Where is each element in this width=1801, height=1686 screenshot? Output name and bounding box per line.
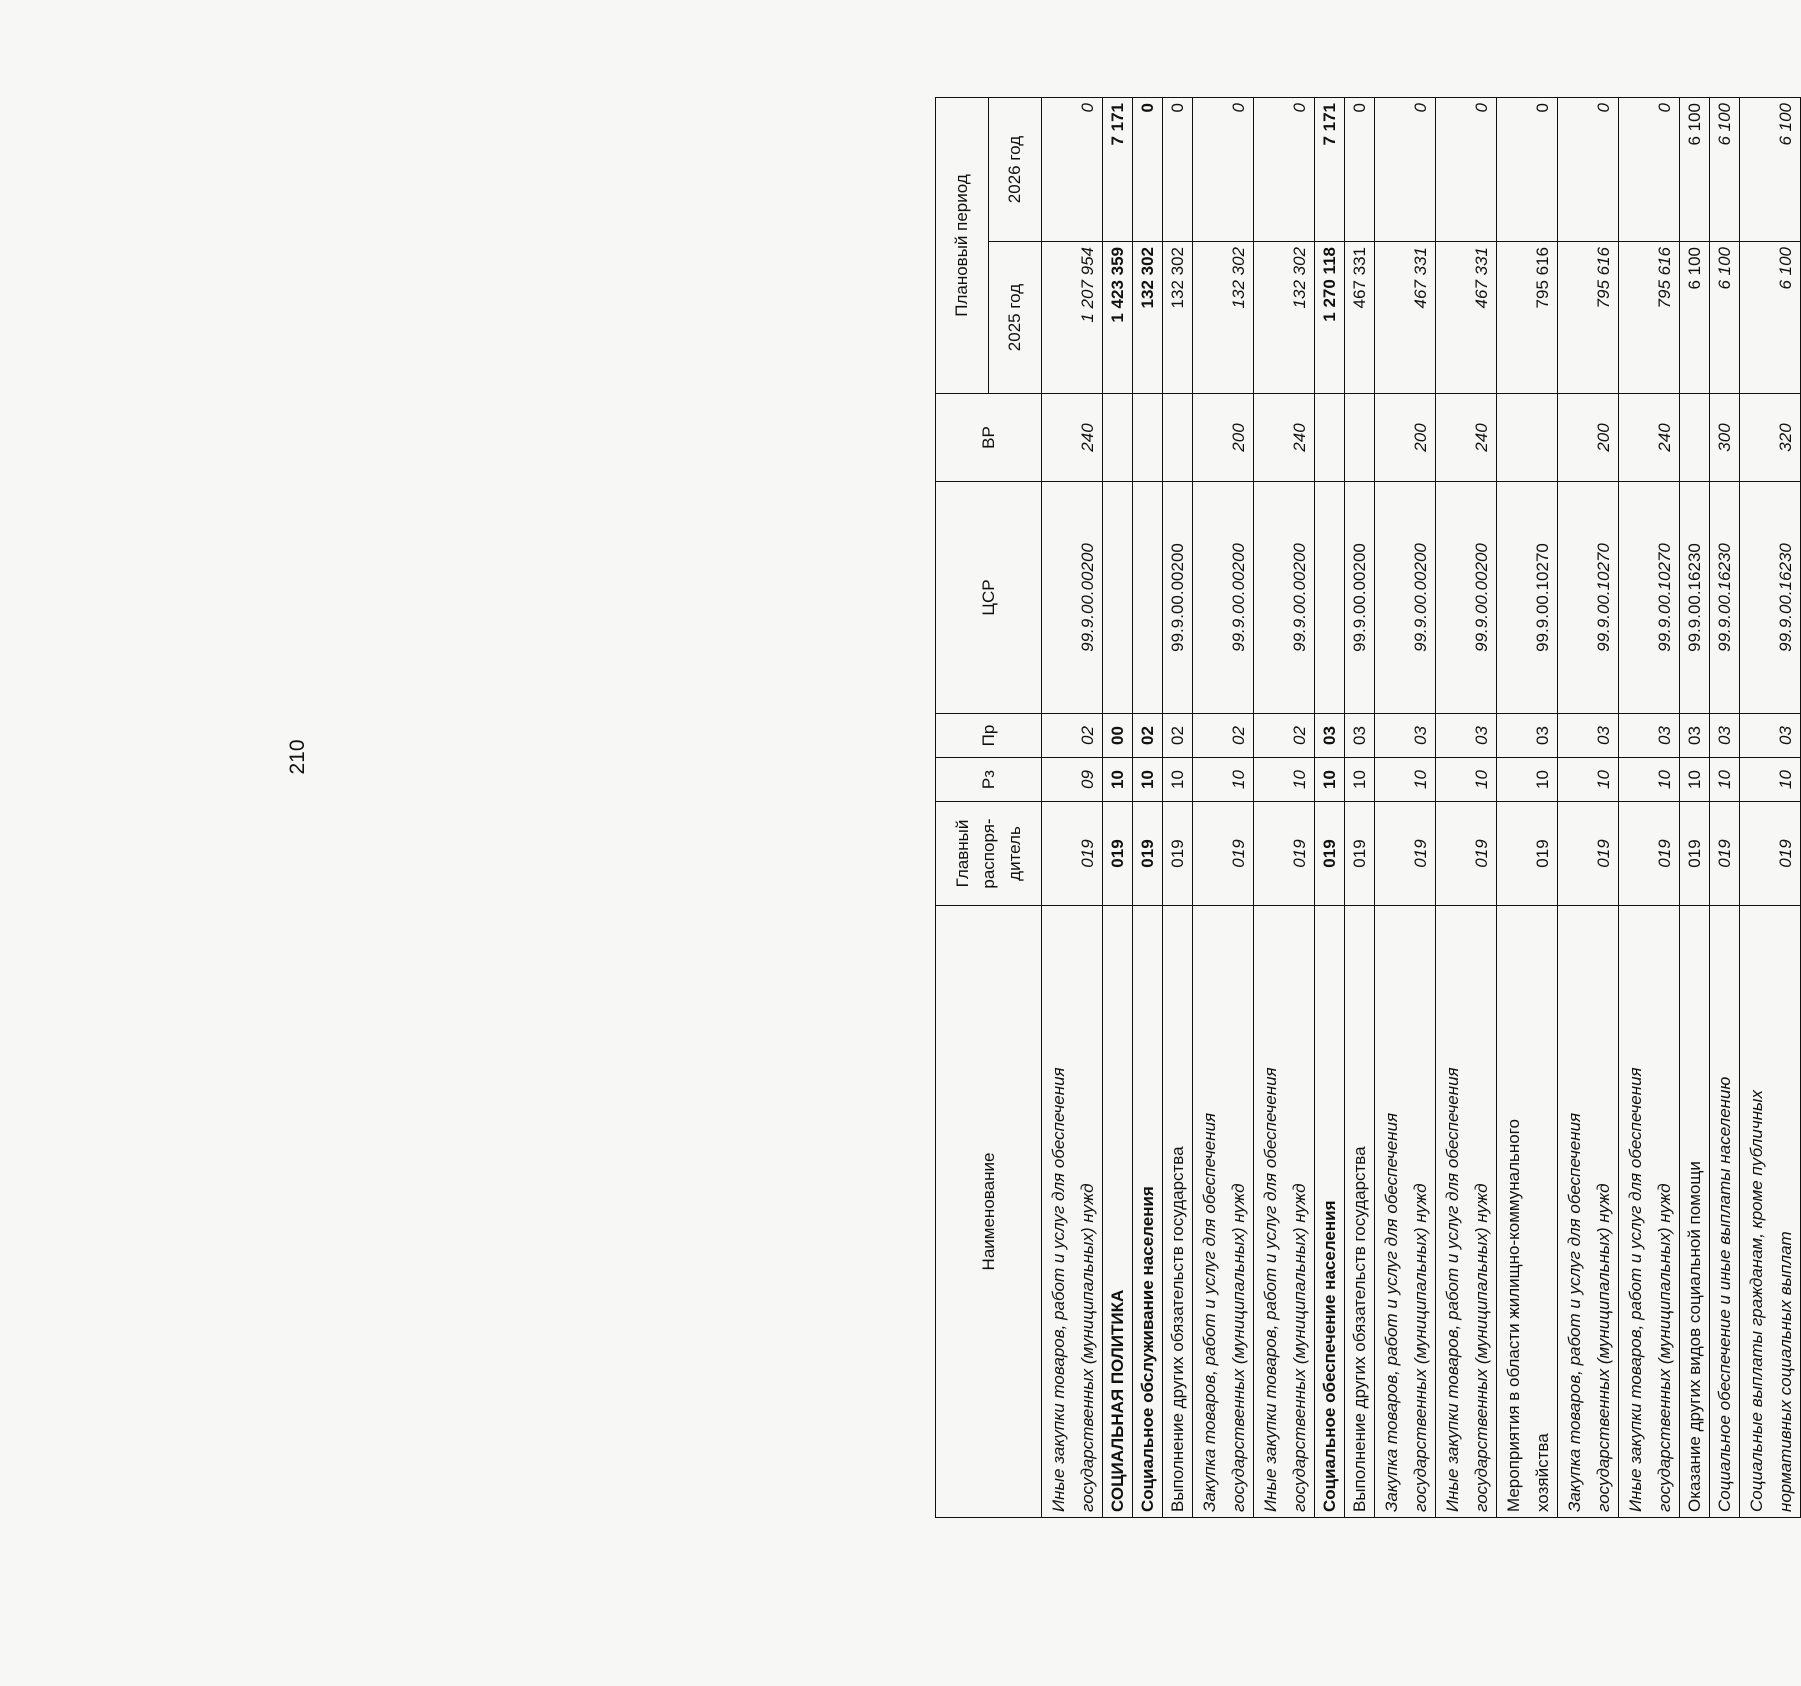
- row-manager-cell: 019: [1680, 802, 1710, 906]
- table-row: [1163, 98, 1193, 1518]
- row-pr-cell: 03: [1345, 714, 1375, 758]
- row-csr-cell: 99.9.00.00200: [1375, 482, 1436, 714]
- row-name-line: государственных (муниципальных) нужд: [1078, 1183, 1097, 1512]
- row-2025-cell: 6 100: [1710, 242, 1740, 394]
- row-2026-cell: 0: [1193, 98, 1254, 242]
- row-name-line: Оказание других видов социальной помощи: [1685, 1161, 1704, 1512]
- row-name-cell: [1345, 906, 1375, 1518]
- row-2026-cell: 0: [1254, 98, 1315, 242]
- row-name-cell: [1680, 906, 1710, 1518]
- row-rz-cell: 10: [1163, 758, 1193, 802]
- row-pr-cell: 03: [1558, 714, 1619, 758]
- row-name-line: хозяйства: [1533, 1433, 1552, 1512]
- row-2026-cell: 0: [1375, 98, 1436, 242]
- row-name-cell: [1497, 906, 1558, 1518]
- row-csr-cell: [1103, 482, 1133, 714]
- row-pr-cell: 02: [1133, 714, 1163, 758]
- row-csr-cell: 99.9.00.10270: [1558, 482, 1619, 714]
- row-rz-cell: 10: [1619, 758, 1680, 802]
- row-manager-cell: 019: [1193, 802, 1254, 906]
- row-pr-cell: 03: [1680, 714, 1710, 758]
- row-2025-cell: 132 302: [1133, 242, 1163, 394]
- row-2026-cell: 0: [1436, 98, 1497, 242]
- header-csr: ЦСР: [936, 482, 1042, 714]
- row-csr-cell: 99.9.00.16230: [1680, 482, 1710, 714]
- row-name-cell: [1042, 906, 1103, 1518]
- row-csr-cell: 99.9.00.16230: [1710, 482, 1740, 714]
- table-row: [1345, 98, 1375, 1518]
- row-2026-cell: 0: [1345, 98, 1375, 242]
- header-planning-period: Плановый период: [936, 98, 989, 394]
- header-manager: [936, 802, 1042, 906]
- row-name-line: Выполнение других обязательств государства: [1350, 1146, 1369, 1512]
- row-rz-cell: 09: [1042, 758, 1103, 802]
- row-vr-cell: 240: [1254, 394, 1315, 482]
- row-pr-cell: 02: [1163, 714, 1193, 758]
- row-csr-cell: [1315, 482, 1345, 714]
- row-2025-cell: 1 423 359: [1103, 242, 1133, 394]
- row-2026-cell: 0: [1497, 98, 1558, 242]
- row-2025-cell: 132 302: [1163, 242, 1193, 394]
- row-csr-cell: 99.9.00.00200: [1436, 482, 1497, 714]
- rotated-table-frame: [935, 98, 1795, 1518]
- table-row: [1375, 98, 1436, 1518]
- row-vr-cell: [1345, 394, 1375, 482]
- row-manager-cell: 019: [1710, 802, 1740, 906]
- header-manager-line: Главный: [952, 819, 972, 888]
- row-2026-cell: 0: [1163, 98, 1193, 242]
- table-row: [1558, 98, 1619, 1518]
- row-csr-cell: 99.9.00.16230: [1740, 482, 1801, 714]
- header-manager-line: распоря-: [978, 818, 998, 889]
- row-name-cell: [1163, 906, 1193, 1518]
- row-name-line: Закупка товаров, работ и услуг для обеспечения: [1565, 1112, 1584, 1512]
- row-name-cell: [1193, 906, 1254, 1518]
- row-name-cell: [1740, 906, 1801, 1518]
- row-name-line: Закупка товаров, работ и услуг для обеспечения: [1382, 1112, 1401, 1512]
- row-2025-cell: 132 302: [1193, 242, 1254, 394]
- row-pr-cell: 02: [1193, 714, 1254, 758]
- row-name-line: Закупка товаров, работ и услуг для обеспечения: [1200, 1112, 1219, 1512]
- row-vr-cell: 240: [1436, 394, 1497, 482]
- table-row: [1315, 98, 1345, 1518]
- row-2025-cell: 132 302: [1254, 242, 1315, 394]
- row-csr-cell: 99.9.00.10270: [1619, 482, 1680, 714]
- row-name-line: Иные закупки товаров, работ и услуг для обеспечения: [1626, 1067, 1645, 1512]
- row-2026-cell: 6 100: [1680, 98, 1710, 242]
- table-row: [1497, 98, 1558, 1518]
- row-vr-cell: 200: [1558, 394, 1619, 482]
- row-manager-cell: 019: [1315, 802, 1345, 906]
- row-vr-cell: 240: [1042, 394, 1103, 482]
- table-row: [1042, 98, 1103, 1518]
- row-name-cell: [1619, 906, 1680, 1518]
- row-vr-cell: 300: [1710, 394, 1740, 482]
- row-name-line: государственных (муниципальных) нужд: [1655, 1183, 1674, 1512]
- row-rz-cell: 10: [1497, 758, 1558, 802]
- row-name-line: государственных (муниципальных) нужд: [1472, 1183, 1491, 1512]
- row-2025-cell: 6 100: [1680, 242, 1710, 394]
- row-vr-cell: 320: [1740, 394, 1801, 482]
- row-pr-cell: 03: [1315, 714, 1345, 758]
- header-pr: Пр: [936, 714, 1042, 758]
- row-vr-cell: 240: [1619, 394, 1680, 482]
- row-name-cell: [1558, 906, 1619, 1518]
- row-manager-cell: 019: [1133, 802, 1163, 906]
- row-rz-cell: 10: [1193, 758, 1254, 802]
- table-row: [1103, 98, 1133, 1518]
- row-vr-cell: [1163, 394, 1193, 482]
- header-rz: Рз: [936, 758, 1042, 802]
- row-2025-cell: 1 207 954: [1042, 242, 1103, 394]
- row-manager-cell: 019: [1103, 802, 1133, 906]
- row-name-line: государственных (муниципальных) нужд: [1594, 1183, 1613, 1512]
- row-name-line: Социальное обслуживание населения: [1138, 1186, 1157, 1512]
- table-row: [1254, 98, 1315, 1518]
- row-2026-cell: 7 171: [1315, 98, 1345, 242]
- table-row: [1619, 98, 1680, 1518]
- row-manager-cell: 019: [1436, 802, 1497, 906]
- table-row: [1133, 98, 1163, 1518]
- row-csr-cell: 99.9.00.00200: [1163, 482, 1193, 714]
- row-name-cell: [1436, 906, 1497, 1518]
- row-csr-cell: 99.9.00.00200: [1042, 482, 1103, 714]
- row-name-line: государственных (муниципальных) нужд: [1290, 1183, 1309, 1512]
- row-name-cell: [1103, 906, 1133, 1518]
- row-csr-cell: 99.9.00.00200: [1254, 482, 1315, 714]
- row-name-cell: [1315, 906, 1345, 1518]
- header-vr: ВР: [936, 394, 1042, 482]
- row-manager-cell: 019: [1558, 802, 1619, 906]
- row-rz-cell: 10: [1375, 758, 1436, 802]
- table-row: [1193, 98, 1254, 1518]
- row-name-cell: [1254, 906, 1315, 1518]
- row-pr-cell: 03: [1619, 714, 1680, 758]
- row-name-line: государственных (муниципальных) нужд: [1229, 1183, 1248, 1512]
- row-2025-cell: 795 616: [1558, 242, 1619, 394]
- row-name-cell: [1710, 906, 1740, 1518]
- header-name: Наименование: [936, 906, 1042, 1518]
- row-manager-cell: 019: [1254, 802, 1315, 906]
- row-rz-cell: 10: [1436, 758, 1497, 802]
- budget-table: [935, 97, 1801, 1518]
- row-rz-cell: 10: [1558, 758, 1619, 802]
- row-manager-cell: 019: [1345, 802, 1375, 906]
- row-2026-cell: 0: [1133, 98, 1163, 242]
- row-name-cell: [1375, 906, 1436, 1518]
- row-rz-cell: 10: [1254, 758, 1315, 802]
- header-year-2025: 2025 год: [989, 242, 1042, 394]
- row-2026-cell: 0: [1042, 98, 1103, 242]
- row-csr-cell: 99.9.00.00200: [1193, 482, 1254, 714]
- row-manager-cell: 019: [1497, 802, 1558, 906]
- row-name-line: Социальное обеспечение населения: [1320, 1200, 1339, 1512]
- row-pr-cell: 02: [1042, 714, 1103, 758]
- row-vr-cell: 200: [1375, 394, 1436, 482]
- row-manager-cell: 019: [1619, 802, 1680, 906]
- row-manager-cell: 019: [1042, 802, 1103, 906]
- table-body: [1042, 98, 1801, 1518]
- row-2026-cell: 6 100: [1740, 98, 1801, 242]
- row-rz-cell: 10: [1740, 758, 1801, 802]
- row-2025-cell: 467 331: [1345, 242, 1375, 394]
- row-manager-cell: 019: [1375, 802, 1436, 906]
- row-name-line: Иные закупки товаров, работ и услуг для обеспечения: [1261, 1067, 1280, 1512]
- row-pr-cell: 03: [1497, 714, 1558, 758]
- row-pr-cell: 02: [1254, 714, 1315, 758]
- row-vr-cell: [1315, 394, 1345, 482]
- row-name-cell: [1133, 906, 1163, 1518]
- row-pr-cell: 03: [1710, 714, 1740, 758]
- row-pr-cell: 03: [1740, 714, 1801, 758]
- row-rz-cell: 10: [1103, 758, 1133, 802]
- row-name-line: Иные закупки товаров, работ и услуг для обеспечения: [1443, 1067, 1462, 1512]
- row-rz-cell: 10: [1710, 758, 1740, 802]
- row-2025-cell: 1 270 118: [1315, 242, 1345, 394]
- header-manager-line: дитель: [1004, 826, 1024, 881]
- row-name-line: Мероприятия в области жилищно-коммунального: [1504, 1118, 1523, 1512]
- row-2026-cell: 6 100: [1710, 98, 1740, 242]
- row-csr-cell: 99.9.00.00200: [1345, 482, 1375, 714]
- row-rz-cell: 10: [1680, 758, 1710, 802]
- header-row-1: [936, 98, 989, 1518]
- table-row: [1740, 98, 1801, 1518]
- row-vr-cell: 200: [1193, 394, 1254, 482]
- row-csr-cell: [1133, 482, 1163, 714]
- row-2025-cell: 795 616: [1619, 242, 1680, 394]
- row-2026-cell: 0: [1619, 98, 1680, 242]
- row-pr-cell: 03: [1436, 714, 1497, 758]
- row-name-line: государственных (муниципальных) нужд: [1411, 1183, 1430, 1512]
- row-vr-cell: [1497, 394, 1558, 482]
- row-2025-cell: 6 100: [1740, 242, 1801, 394]
- table-row: [1710, 98, 1740, 1518]
- row-2025-cell: 467 331: [1375, 242, 1436, 394]
- row-rz-cell: 10: [1345, 758, 1375, 802]
- row-2026-cell: 7 171: [1103, 98, 1133, 242]
- row-name-line: Социальные выплаты гражданам, кроме публичных: [1747, 1089, 1766, 1512]
- row-manager-cell: 019: [1163, 802, 1193, 906]
- table-row: [1436, 98, 1497, 1518]
- row-2025-cell: 795 616: [1497, 242, 1558, 394]
- row-pr-cell: 00: [1103, 714, 1133, 758]
- row-rz-cell: 10: [1133, 758, 1163, 802]
- row-name-line: нормативных социальных выплат: [1776, 1231, 1795, 1512]
- row-vr-cell: [1133, 394, 1163, 482]
- row-name-line: Выполнение других обязательств государства: [1168, 1146, 1187, 1512]
- row-manager-cell: 019: [1740, 802, 1801, 906]
- row-name-line: Иные закупки товаров, работ и услуг для обеспечения: [1049, 1067, 1068, 1512]
- row-name-line: СОЦИАЛЬНАЯ ПОЛИТИКА: [1108, 1289, 1127, 1512]
- page-number: 210: [286, 739, 309, 775]
- row-csr-cell: 99.9.00.10270: [1497, 482, 1558, 714]
- row-2025-cell: 467 331: [1436, 242, 1497, 394]
- row-2026-cell: 0: [1558, 98, 1619, 242]
- row-pr-cell: 03: [1375, 714, 1436, 758]
- table-row: [1680, 98, 1710, 1518]
- row-rz-cell: 10: [1315, 758, 1345, 802]
- row-vr-cell: [1103, 394, 1133, 482]
- row-name-line: Социальное обеспечение и иные выплаты населению: [1715, 1076, 1734, 1512]
- header-year-2026: 2026 год: [989, 98, 1042, 242]
- row-vr-cell: [1680, 394, 1710, 482]
